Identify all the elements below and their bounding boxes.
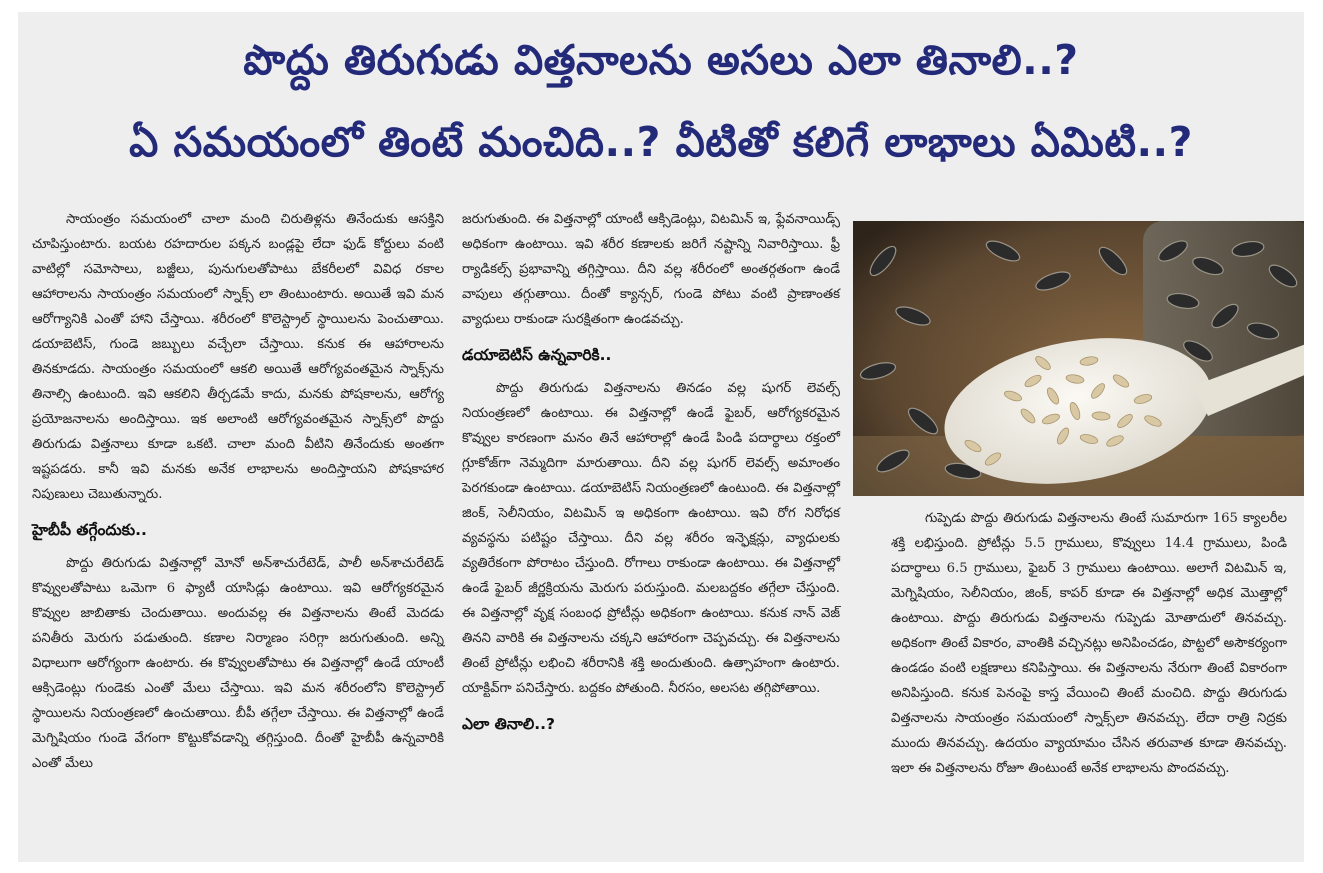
article-column-1 <box>32 207 444 776</box>
subheading-how-to-eat: ఎలా తినాలి..? <box>462 715 556 733</box>
headline-line-2: ఏ సమయంలో తింటే మంచిది..? వీటితో కలిగే లాభాలు ఏమిటి..? <box>129 118 1193 166</box>
article-column-2 <box>462 207 840 745</box>
article-column-3 <box>891 506 1287 781</box>
headline-line-1: పొద్దు తిరుగుడు విత్తనాలను అసలు ఎలా తినాలి..? <box>243 36 1079 84</box>
sunflower-seeds-icon <box>853 221 1304 496</box>
subheading-diabetes: డయాబెటిస్ ఉన్నవారికి.. <box>462 346 612 364</box>
how-to-eat-paragraph: గుప్పెడు పొద్దు తిరుగుడు విత్తనాలను తింటే సుమారుగా 165 క్యాలరీల శక్తి లభిస్తుంది. ప్రోటీన్లు 5.5 గ్రాములు, కొవ్వులు 14.4 గ్రాములు, పిండి పదార్థాలు 6.5 గ్రాములు, ఫైబర్ 3 గ్రాములు ఉంటాయి. అలాగే విటమిన్ ఇ, మెగ్నిషియం, సెలీనియం, జింక్, కాపర్ కూడా ఈ విత్తనాల్లో అధిక మొత్తాల్లో ఉంటాయి. పొద్దు తిరుగుడు విత్తనాలను గుప్పెడు మోతాదులో తినవచ్చు. అధికంగా తింటే వికారం, వాంతికి వచ్చినట్లు అనిపించడం, పొట్టలో అసౌకర్యంగా ఉండడం వంటి లక్షణాలు కనిపిస్తాయి. ఈ విత్తనాలను నేరుగా తింటే వికారంగా అనిపిస్తుంది. కనుక పెనంపై కాస్త వేయించి తింటే మంచిది. పొద్దు తిరుగుడు విత్తనాలను సాయంత్రం సమయంలో స్నాక్స్‌లా తినవచ్చు. లేదా రాత్రి నిద్రకు ముందు తినవచ్చు. ఉదయం వ్యాయామం చేసిన తరువాత కూడా తినవచ్చు. ఇలా ఈ విత్తనాలను రోజూ తింటుంటే అనేక లాభాలను పొందవచ్చు. <box>891 511 1287 776</box>
diabetes-paragraph: పొద్దు తిరుగుడు విత్తనాలను తినడం వల్ల షుగర్ లెవల్స్ నియంత్రణలో ఉంటాయి. ఈ విత్తనాల్లో ఉండే ఫైబర్, ఆరోగ్యకరమైన కొవ్వుల కారణంగా మనం తినే ఆహారాల్లో ఉండే పిండి పదార్థాలు రక్తంలో గ్లూకోజ్‌గా నెమ్మదిగా మారుతాయి. దీని వల్ల షుగర్ లెవల్స్ అమాంతం పెరగకుండా ఉంటాయి. డయాబెటిస్ నియంత్రణలో ఉంటుంది. ఈ విత్తనాల్లో జింక్, సెలీనియం, విటమిన్ ఇ అధికంగా ఉంటాయి. ఇవి రోగ నిరోధక వ్యవస్థను పటిష్టం చేస్తాయి. దీని వల్ల శరీరం ఇన్ఫెక్షన్లు, వ్యాధులకు వ్యతిరేకంగా పోరాటం చేస్తుంది. రోగాలు రాకుండా ఉంటాయి. ఈ విత్తనాల్లో ఉండే ఫైబర్ జీర్ణక్రియను మెరుగు పరుస్తుంది. మలబద్దకం తగ్గేలా చేస్తుంది. ఈ విత్తనాల్లో వృక్ష సంబంధ ప్రోటీన్లు అధికంగా ఉంటాయి. కనుక నాన్ వెజ్ తినని వారికి ఈ విత్తనాలను చక్కని ఆహారంగా చెప్పవచ్చు. ఈ విత్తనాలను తింటే ప్రోటీన్లు లభించి శరీరానికి శక్తి అందుతుంది. ఉత్సాహంగా ఉంటారు. యాక్టివ్‌గా పనిచేస్తారు. బద్దకం పోతుంది. నీరసం, అలసట తగ్గిపోతాయి. <box>462 381 840 696</box>
high-bp-paragraph: పొద్దు తిరుగుడు విత్తనాల్లో మోనో అన్‌శాచురేటెడ్, పాలీ అన్‌శాచురేటెడ్ కొవ్వులతోపాటు ఒమెగా 6 ఫ్యాటీ యాసిడ్లు ఉంటాయి. ఇవి ఆరోగ్యకరమైన కొవ్వుల జాబితాకు చెందుతాయి. అందువల్ల ఈ విత్తనాలను తింటే మెదడు పనితీరు మెరుగు పడుతుంది. కణాల నిర్మాణం సరిగ్గా జరుగుతుంది. అన్ని విధాలుగా ఆరోగ్యంగా ఉంటారు. ఈ కొవ్వులతోపాటు ఈ విత్తనాల్లో ఉండే యాంటీ ఆక్సిడెంట్లు గుండెకు ఎంతో మేలు చేస్తాయి. ఇవి మన శరీరంలోని కొలెస్ట్రాల్ స్థాయిలను నియంత్రణలో ఉంచుతాయి. బీపీ తగ్గేలా చేస్తాయి. ఈ విత్తనాల్లో ఉండే మెగ్నిషియం గుండె వేగంగా కొట్టుకోవడాన్ని తగ్గిస్తుంది. దీంతో హైబీపీ ఉన్నవారికి ఎంతో మేలు <box>32 556 444 771</box>
sunflower-seeds-photo <box>853 221 1304 496</box>
continuation-paragraph: జరుగుతుంది. ఈ విత్తనాల్లో యాంటీ ఆక్సిడెంట్లు, విటమిన్ ఇ, ఫ్లేవనాయిడ్స్ అధికంగా ఉంటాయి. ఇవి శరీర కణాలకు జరిగే నష్టాన్ని నివారిస్తాయి. ఫ్రీ ర్యాడికల్స్ ప్రభావాన్ని తగ్గిస్తాయి. దీని వల్ల శరీరంలో అంతర్గతంగా ఉండే వాపులు తగ్గుతాయి. దీంతో క్యాన్సర్, గుండె పోటు వంటి ప్రాణాంతక వ్యాధులు రాకుండా సురక్షితంగా ఉండవచ్చు. <box>462 212 840 327</box>
subheading-high-bp: హైబీపీ తగ్గేందుకు.. <box>32 521 147 539</box>
newspaper-article <box>18 12 1304 862</box>
intro-paragraph: సాయంత్రం సమయంలో చాలా మంది చిరుతిళ్లను తినేందుకు ఆసక్తిని చూపిస్తుంటారు. బయట రహదారుల పక్కన బండ్లపై లేదా ఫుడ్ కోర్టులు వంటి వాటిల్లో సమోసాలు, బజ్జీలు, పునుగులతోపాటు బేకరీలలో వివిధ రకాల ఆహారాలను సాయంత్రం సమయంలో స్నాక్స్ లా తింటుంటారు. అయితే ఇవి మన ఆరోగ్యానికి ఎంతో హాని చేస్తాయి. శరీరంలో కొలెస్ట్రాల్ స్థాయిలను పెంచుతాయి. డయాబెటిస్, గుండె జబ్బులు వచ్చేలా చేస్తాయి. కనుక ఈ ఆహారాలను తినకూడదు. సాయంత్రం సమయంలో ఆకలి అయితే ఆరోగ్యవంతమైన స్నాక్స్‌ను తినాల్సి ఉంటుంది. ఇవి ఆకలిని తీర్చడమే కాదు, మనకు పోషకాలను, ఆరోగ్య ప్రయోజనాలను అందిస్తాయి. ఇక అలాంటి ఆరోగ్యవంతమైన స్నాక్స్‌లో పొద్దు తిరుగుడు విత్తనాలు కూడా ఒకటి. చాలా మంది వీటిని తినేందుకు అంతగా ఇష్టపడరు. కానీ ఇవి మనకు అనేక లాభాలను అందిస్తాయని పోషకాహార నిపుణులు చెబుతున్నారు. <box>32 212 444 502</box>
